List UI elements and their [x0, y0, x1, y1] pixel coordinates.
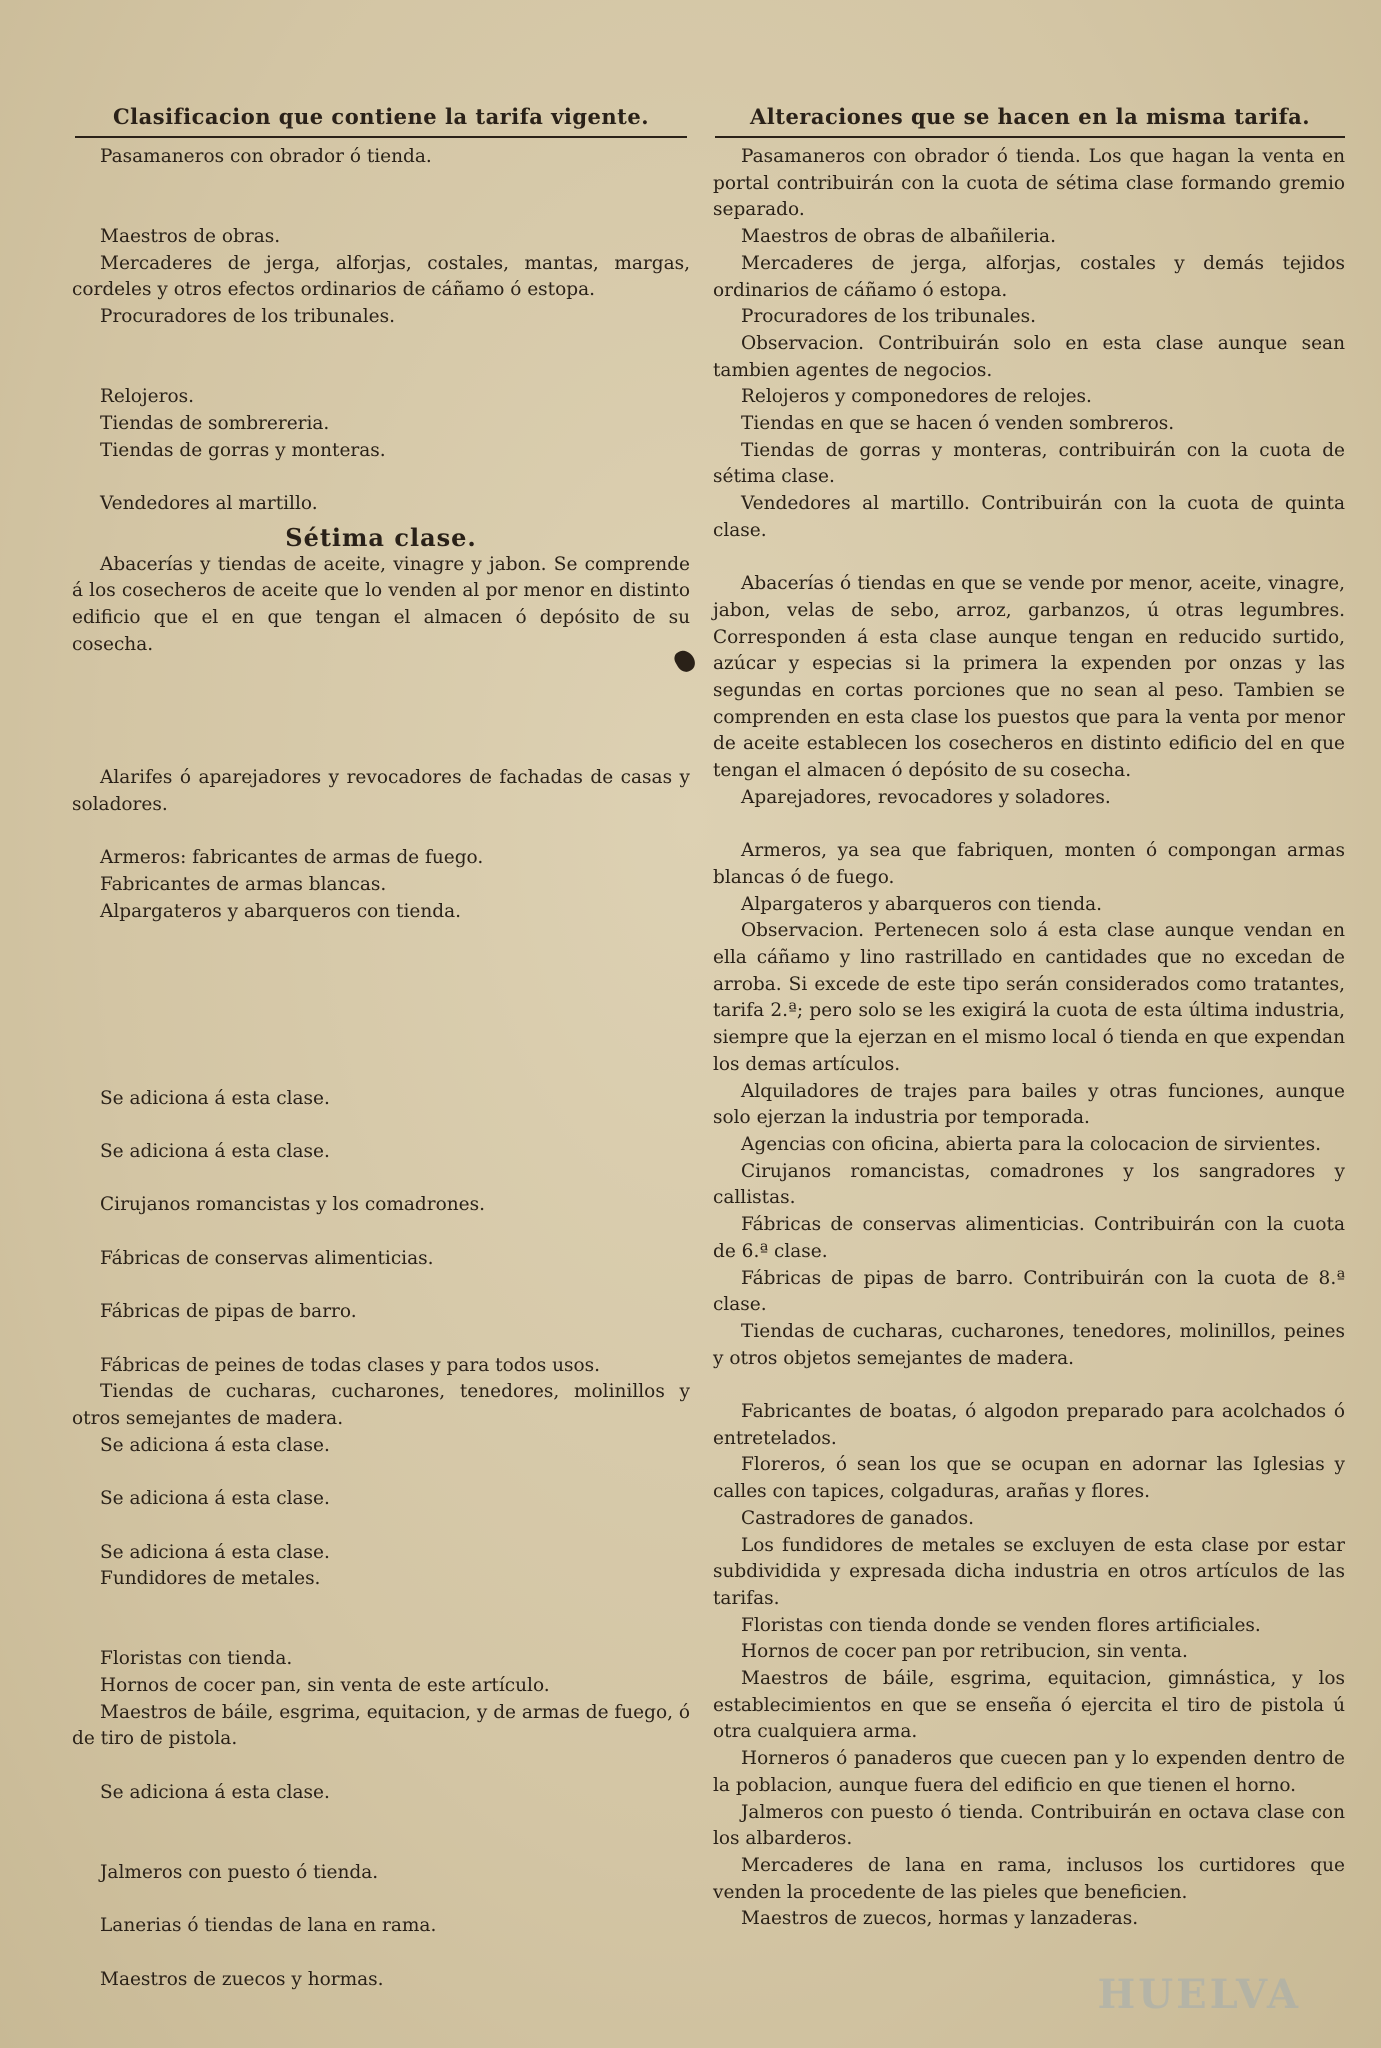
spacer: [72, 1112, 690, 1139]
tariff-entry: Lanerias ó tiendas de lana en rama.: [100, 1915, 437, 1937]
spacer: [72, 819, 690, 846]
tariff-entry: Pasamaneros con obrador ó tienda.: [100, 146, 432, 167]
spacer: [72, 1032, 690, 1059]
tariff-entry: Procuradores de los tribunales.: [741, 306, 1036, 328]
tariff-entry: Fábricas de peines de todas clases y para todos usos.: [100, 1354, 601, 1376]
spacer: [72, 171, 690, 198]
spacer: [72, 952, 690, 979]
tariff-entry: Observacion. Contribuirán solo en esta clase aunque sean tambien agentes de negocios.: [713, 332, 1345, 381]
spacer: [72, 1753, 690, 1780]
tariff-entry: Relojeros.: [100, 386, 194, 408]
spacer: [713, 1372, 1345, 1399]
left-column: [72, 144, 690, 1993]
spacer: [72, 1833, 690, 1860]
tariff-entry: Fábricas de pipas de barro. Contribuirán con la cuota de 8.ª clase.: [713, 1267, 1345, 1316]
tariff-entry: Castradores de ganados.: [741, 1507, 974, 1529]
spacer: [72, 1273, 690, 1300]
spacer: [72, 712, 690, 739]
tariff-entry: Se adiciona á esta clase.: [100, 1541, 330, 1563]
tariff-entry: Cirujanos romancistas y los comadrones.: [100, 1194, 485, 1216]
tariff-entry: Armeros: fabricantes de armas de fuego.: [100, 847, 484, 869]
tariff-entry: Observacion. Pertenecen solo á esta clase aunque vendan en ella cáñamo y lino rastrillado en cantidades que no excedan de arroba. Si excede de este tipo serán considerados como tratantes, tarifa 2.ª; pero solo se les exigirá la cuota de esta última industria, siempre que la ejerzan en el mismo local ó tienda en que expendan los demas artículos.: [713, 920, 1345, 1075]
tariff-entry: Floristas con tienda donde se venden flores artificiales.: [741, 1614, 1261, 1636]
tariff-entry: Maestros de báile, esgrima, equitacion, gimnástica, y los establecimientos en que se enseña ó ejercita el tiro de pistola ú otra cualquiera arma.: [713, 1668, 1345, 1743]
tariff-entry: Maestros de obras.: [100, 226, 281, 248]
tariff-entry: Vendedores al martillo.: [100, 493, 318, 515]
spacer: [72, 1620, 690, 1647]
tariff-entry: Tiendas de sombrereria.: [100, 412, 330, 434]
spacer: [72, 464, 690, 491]
tariff-entry: Fábricas de pipas de barro.: [100, 1301, 357, 1323]
tariff-entry: Fundidores de metales.: [100, 1568, 321, 1590]
tariff-entry: Pasamaneros con obrador ó tienda. Los que hagan la venta en portal contribuirán con la cuota de sétima clase formando gremio separado.: [713, 146, 1345, 221]
spacer: [72, 1059, 690, 1086]
tariff-entry: Tiendas en que se hacen ó venden sombreros.: [741, 413, 1175, 435]
tariff-entry: Se adiciona á esta clase.: [100, 1434, 330, 1456]
tariff-entry: Alquiladores de trajes para bailes y otras funciones, aunque solo ejerzan la industria por temporada.: [713, 1080, 1345, 1129]
spacer: [72, 197, 690, 224]
spacer: [72, 1326, 690, 1353]
spacer: [72, 739, 690, 766]
tariff-entry: Maestros de báile, esgrima, equitacion, y de armas de fuego, ó de tiro de pistola.: [72, 1701, 690, 1750]
tariff-entry: Tiendas de gorras y monteras, contribuirán con la cuota de sétima clase.: [713, 439, 1345, 488]
spacer: [72, 1459, 690, 1486]
tariff-entry: Se adiciona á esta clase.: [100, 1087, 330, 1109]
spacer: [713, 812, 1345, 839]
spacer: [72, 1940, 690, 1967]
tariff-entry: Mercaderes de jerga, alforjas, costales, mantas, margas, cordeles y otros efectos ordinarios de cáñamo ó estopa.: [72, 252, 690, 301]
tariff-entry: Los fundidores de metales se excluyen de esta clase por estar subdividida y expresada dicha industria en otros artículos de las tarifas.: [713, 1534, 1345, 1609]
spacer: [72, 1513, 690, 1540]
tariff-entry: Procuradores de los tribunales.: [100, 306, 395, 328]
tariff-entry: Fabricantes de boatas, ó algodon preparado para acolchados ó entretelados.: [713, 1401, 1345, 1449]
spacer: [72, 1593, 690, 1620]
archive-watermark: HUELVA: [1097, 1971, 1301, 2018]
tariff-entry: Mercaderes de lana en rama, inclusos los curtidores que venden la procedente de las pieles que beneficien.: [713, 1854, 1345, 1903]
spacer: [713, 545, 1345, 572]
spacer: [72, 358, 690, 385]
tariff-entry: Armeros, ya sea que fabriquen, monten ó compongan armas blancas ó de fuego.: [713, 840, 1345, 888]
tariff-entry: Alarifes ó aparejadores y revocadores de fachadas de casas y soladores.: [72, 767, 690, 816]
right-column: [713, 144, 1345, 1933]
spacer: [72, 926, 690, 953]
tariff-entry: Fábricas de conservas alimenticias. Contribuirán con la cuota de 6.ª clase.: [713, 1214, 1345, 1262]
tariff-entry: Hornos de cocer pan, sin venta de este artículo.: [100, 1674, 550, 1696]
spacer: [72, 659, 690, 686]
spacer: [72, 1006, 690, 1033]
spacer: [72, 1166, 690, 1193]
left-header-rule: [75, 136, 687, 138]
tariff-entry: Fábricas de conservas alimenticias.: [100, 1247, 434, 1269]
tariff-entry: Tiendas de cucharas, cucharones, tenedores, molinillos, peines y otros objetos semejantes de madera.: [713, 1320, 1345, 1369]
section-title: Sétima clase.: [285, 522, 477, 552]
left-column-header: Clasificacion que contiene la tarifa vigente.: [112, 104, 650, 129]
tariff-entry: Hornos de cocer pan por retribucion, sin venta.: [741, 1641, 1188, 1663]
tariff-entry: Jalmeros con puesto ó tienda. Contribuirán en octava clase con los albarderos.: [713, 1801, 1345, 1850]
tariff-entry: Cirujanos romancistas, comadrones y los sangradores y callistas.: [713, 1160, 1345, 1209]
tariff-entry: Maestros de zuecos y hormas.: [100, 1968, 384, 1990]
tariff-entry: Agencias con oficina, abierta para la colocacion de sirvientes.: [741, 1133, 1321, 1155]
tariff-entry: Tiendas de gorras y monteras.: [100, 439, 386, 461]
spacer: [72, 1887, 690, 1914]
spacer: [72, 685, 690, 712]
tariff-entry: Maestros de obras de albañileria.: [741, 226, 1056, 248]
spacer: [72, 979, 690, 1006]
tariff-entry: Relojeros y componedores de relojes.: [741, 386, 1092, 408]
tariff-entry: Se adiciona á esta clase.: [100, 1488, 330, 1510]
tariff-entry: Fabricantes de armas blancas.: [100, 874, 387, 896]
spacer: [72, 331, 690, 358]
spacer: [72, 1219, 690, 1246]
tariff-entry: Floristas con tienda.: [100, 1648, 293, 1670]
tariff-entry: Jalmeros con puesto ó tienda.: [100, 1861, 379, 1883]
tariff-entry: Alpargateros y abarqueros con tienda.: [100, 900, 462, 922]
right-column-header: Alteraciones que se hacen en la misma tarifa.: [749, 104, 1311, 129]
tariff-entry: Aparejadores, revocadores y soladores.: [741, 786, 1111, 808]
tariff-entry: Abacerías y tiendas de aceite, vinagre y jabon. Se comprende á los cosecheros de aceite que lo venden al por menor en distinto edificio que el en que tengan el almacen ó depósito de su cosecha.: [72, 553, 690, 655]
tariff-entry: Alpargateros y abarqueros con tienda.: [741, 893, 1103, 915]
tariff-entry: Se adiciona á esta clase.: [100, 1781, 330, 1803]
right-header-rule: [715, 136, 1345, 138]
tariff-entry: Vendedores al martillo. Contribuirán con la cuota de quinta clase.: [713, 493, 1345, 541]
tariff-entry: Se adiciona á esta clase.: [100, 1141, 330, 1163]
tariff-entry: Maestros de zuecos, hormas y lanzaderas.: [741, 1908, 1139, 1930]
spacer: [72, 1806, 690, 1833]
tariff-entry: Abacerías ó tiendas en que se vende por menor, aceite, vinagre, jabon, velas de sebo, arroz, garbanzos, ú otras legumbres. Corresponden á esta clase aunque tengan en reducido surtido, azúcar y especias si la primera la expenden por onzas y las segundas en cortas porciones que no sean al peso. Tambien se comprenden en esta clase los puestos que para la venta por menor de aceite establecen los cosecheros en distinto edificio del en que tengan el almacen ó depósito de su cosecha.: [713, 573, 1345, 782]
tariff-entry: Tiendas de cucharas, cucharones, tenedores, molinillos y otros semejantes de madera.: [72, 1381, 690, 1430]
tariff-entry: Mercaderes de jerga, alforjas, costales y demás tejidos ordinarios de cáñamo ó estopa.: [713, 252, 1345, 301]
tariff-entry: Floreros, ó sean los que se ocupan en adornar las Iglesias y calles con tapices, colgaduras, arañas y flores.: [713, 1454, 1345, 1503]
tariff-entry: Horneros ó panaderos que cuecen pan y lo expenden dentro de la poblacion, aunque fuera del edificio en que tienen el horno.: [713, 1748, 1345, 1796]
